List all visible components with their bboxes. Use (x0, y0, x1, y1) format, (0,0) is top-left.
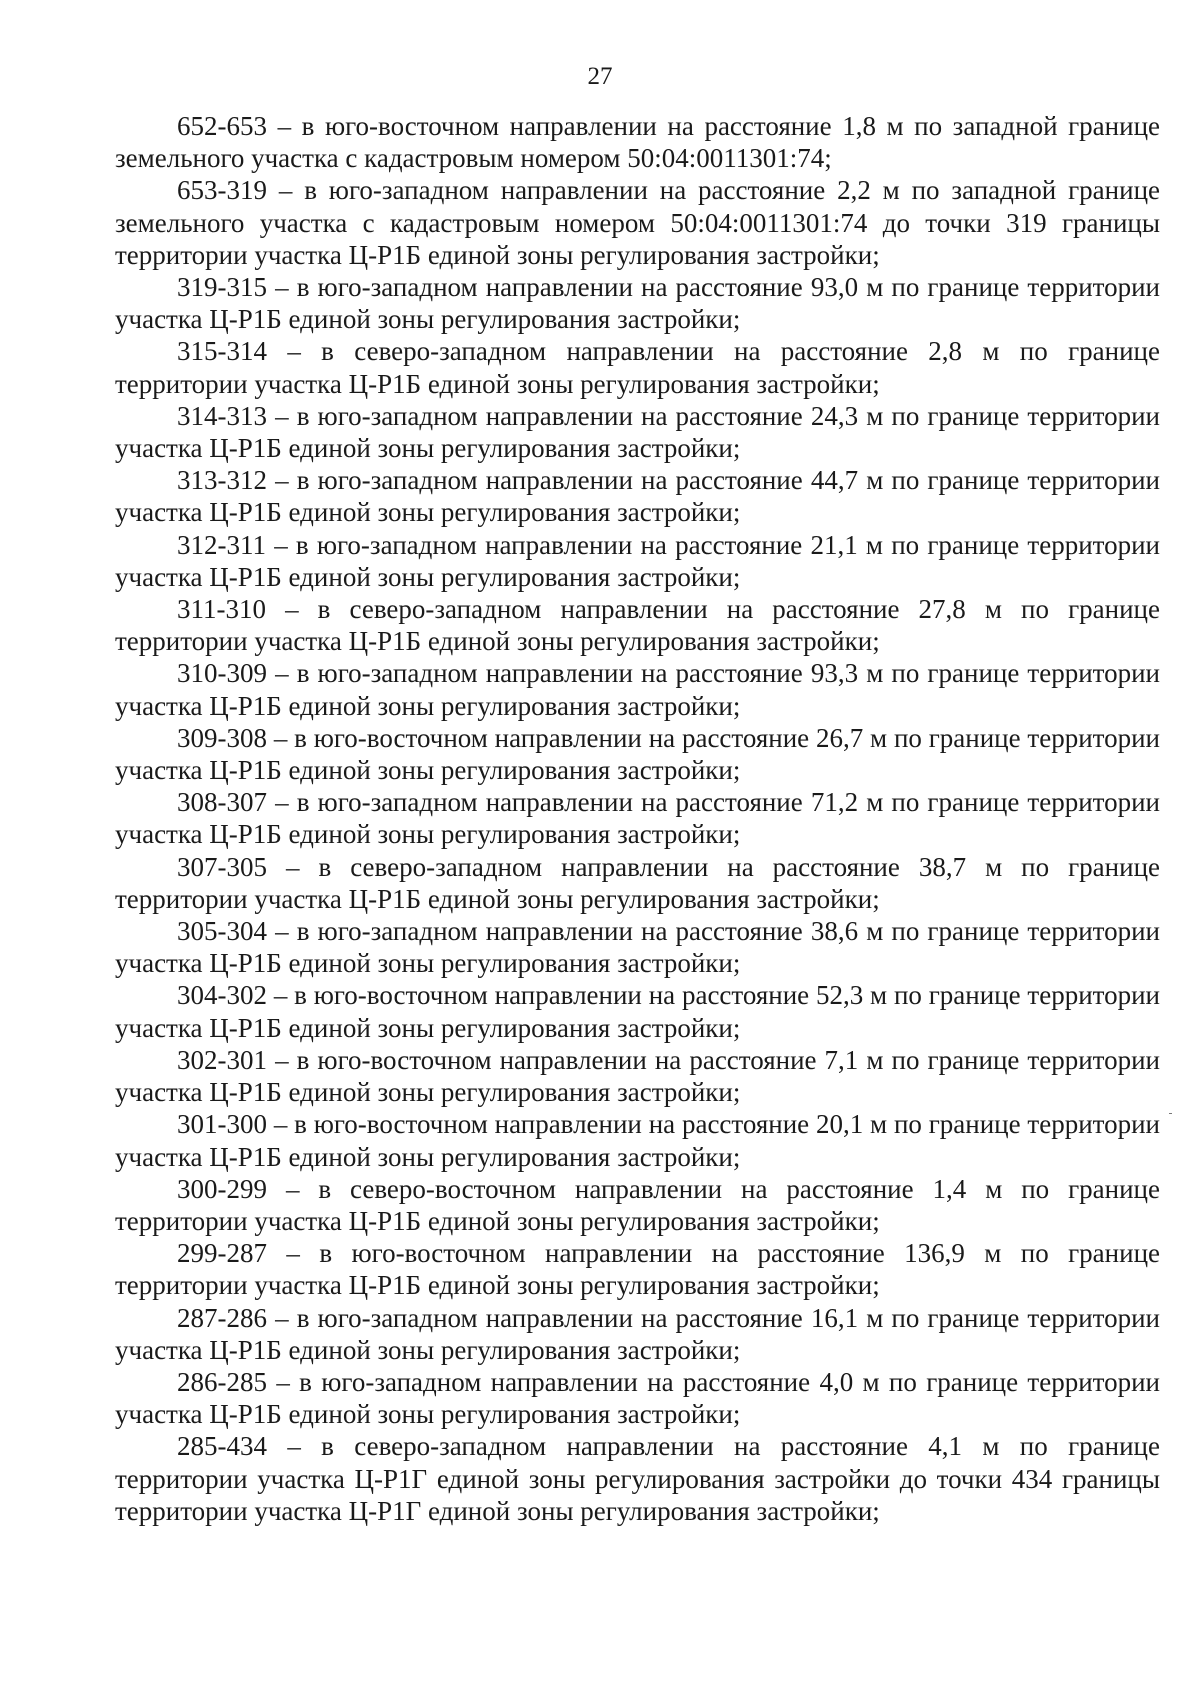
boundary-paragraph (115, 1430, 1160, 1527)
segment-description: – в юго-восточном направлении на расстояние 136,9 м по границе территории участка Ц-Р1Б единой зоны регулирования застройки; (115, 1238, 1160, 1301)
segment-id: 301-300 (177, 1109, 267, 1140)
segment-id: 286-285 (177, 1366, 267, 1397)
segment-description: – в северо-западном направлении на расстояние 27,8 м по границе территории участка Ц-Р1Б единой зоны регулирования застройки; (115, 594, 1160, 657)
boundary-paragraph (115, 1173, 1160, 1237)
segment-id: 285-434 (177, 1431, 267, 1462)
boundary-paragraph (115, 1302, 1160, 1366)
boundary-paragraph (115, 593, 1160, 657)
segment-description: – в северо-западном направлении на расстояние 38,7 м по границе территории участка Ц-Р1Б единой зоны регулирования застройки; (115, 851, 1160, 914)
segment-description: – в юго-восточном направлении на расстояние 1,8 м по западной границе земельного участка с кадастровым номером 50:04:0011301:74; (115, 111, 1160, 174)
boundary-paragraph (115, 271, 1160, 335)
segment-description: – в юго-восточном направлении на расстояние 20,1 м по границе территории участка Ц-Р1Б единой зоны регулирования застройки; (115, 1109, 1161, 1172)
segment-description: – в юго-западном направлении на расстояние 44,7 м по границе территории участка Ц-Р1Б единой зоны регулирования застройки; (115, 465, 1161, 528)
segment-id: 305-304 (177, 916, 267, 947)
segment-id: 313-312 (177, 465, 267, 496)
segment-id: 312-311 (177, 529, 266, 560)
boundary-paragraph (115, 464, 1160, 528)
segment-description: – в юго-западном направлении на расстояние 71,2 м по границе территории участка Ц-Р1Б единой зоны регулирования застройки; (115, 787, 1161, 850)
segment-id: 315-314 (177, 336, 267, 367)
segment-description: – в юго-западном направлении на расстояние 16,1 м по границе территории участка Ц-Р1Б единой зоны регулирования застройки; (115, 1302, 1161, 1365)
segment-id: 653-319 (177, 175, 267, 206)
boundary-paragraph (115, 1366, 1160, 1430)
segment-description: – в северо-западном направлении на расстояние 2,8 м по границе территории участка Ц-Р1Б единой зоны регулирования застройки; (115, 336, 1160, 399)
segment-id: 307-305 (177, 851, 267, 882)
boundary-paragraph (115, 1044, 1160, 1108)
segment-id: 309-308 (177, 722, 267, 753)
segment-description: – в северо-восточном направлении на расстояние 1,4 м по границе территории участка Ц-Р1Б единой зоны регулирования застройки; (115, 1173, 1160, 1236)
segment-description: – в юго-западном направлении на расстояние 2,2 м по западной границе земельного участка с кадастровым номером 50:04:0011301:74 до точки 319 границы территории участка Ц-Р1Б единой зоны регулирования застройки; (115, 175, 1160, 270)
boundary-paragraph (115, 722, 1160, 786)
segment-id: 310-309 (177, 658, 267, 689)
boundary-paragraph (115, 657, 1160, 721)
boundary-paragraph (115, 1237, 1160, 1301)
boundary-paragraph (115, 400, 1160, 464)
segment-description: – в юго-восточном направлении на расстояние 26,7 м по границе территории участка Ц-Р1Б единой зоны регулирования застройки; (115, 722, 1161, 786)
segment-id: 304-302 (177, 980, 267, 1011)
segment-id: 287-286 (177, 1302, 267, 1333)
boundary-paragraph (115, 110, 1160, 174)
segment-description: – в юго-западном направлении на расстояние 24,3 м по границе территории участка Ц-Р1Б единой зоны регулирования застройки; (115, 400, 1161, 464)
boundary-paragraph (115, 335, 1160, 399)
boundary-paragraph (115, 529, 1160, 593)
page-number: 27 (587, 63, 613, 90)
segment-description: – в северо-западном направлении на расстояние 4,1 м по границе территории участка Ц-Р1Г единой зоны регулирования застройки до точки 434 границы территории участка Ц-Р1Г единой зоны регулирования застройки; (115, 1431, 1160, 1526)
segment-description: – в юго-западном направлении на расстояние 4,0 м по границе территории участка Ц-Р1Б единой зоны регулирования застройки; (115, 1366, 1161, 1430)
scan-artifact (1169, 1113, 1172, 1114)
boundary-paragraph (115, 1108, 1160, 1172)
boundary-paragraph (115, 851, 1160, 915)
segment-description: – в юго-восточном направлении на расстояние 7,1 м по границе территории участка Ц-Р1Б единой зоны регулирования застройки; (115, 1044, 1161, 1108)
segment-id: 300-299 (177, 1173, 267, 1204)
segment-id: 302-301 (177, 1044, 267, 1075)
segment-description: – в юго-западном направлении на расстояние 93,3 м по границе территории участка Ц-Р1Б единой зоны регулирования застройки; (115, 658, 1161, 721)
segment-id: 299-287 (177, 1238, 267, 1269)
segment-description: – в юго-восточном направлении на расстояние 52,3 м по границе территории участка Ц-Р1Б единой зоны регулирования застройки; (115, 980, 1161, 1043)
segment-id: 314-313 (177, 400, 267, 431)
boundary-paragraph (115, 174, 1160, 271)
segment-id: 311-310 (177, 594, 266, 625)
boundary-paragraph (115, 786, 1160, 850)
segment-id: 308-307 (177, 787, 267, 818)
segment-description: – в юго-западном направлении на расстояние 21,1 м по границе территории участка Ц-Р1Б единой зоны регулирования застройки; (115, 529, 1161, 592)
segment-id: 652-653 (177, 111, 267, 141)
boundary-paragraph (115, 915, 1160, 979)
segment-description: – в юго-западном направлении на расстояние 38,6 м по границе территории участка Ц-Р1Б единой зоны регулирования застройки; (115, 916, 1161, 979)
segment-id: 319-315 (177, 272, 267, 303)
boundary-description (115, 110, 1160, 1527)
boundary-paragraph (115, 979, 1160, 1043)
segment-description: – в юго-западном направлении на расстояние 93,0 м по границе территории участка Ц-Р1Б единой зоны регулирования застройки; (115, 272, 1161, 335)
